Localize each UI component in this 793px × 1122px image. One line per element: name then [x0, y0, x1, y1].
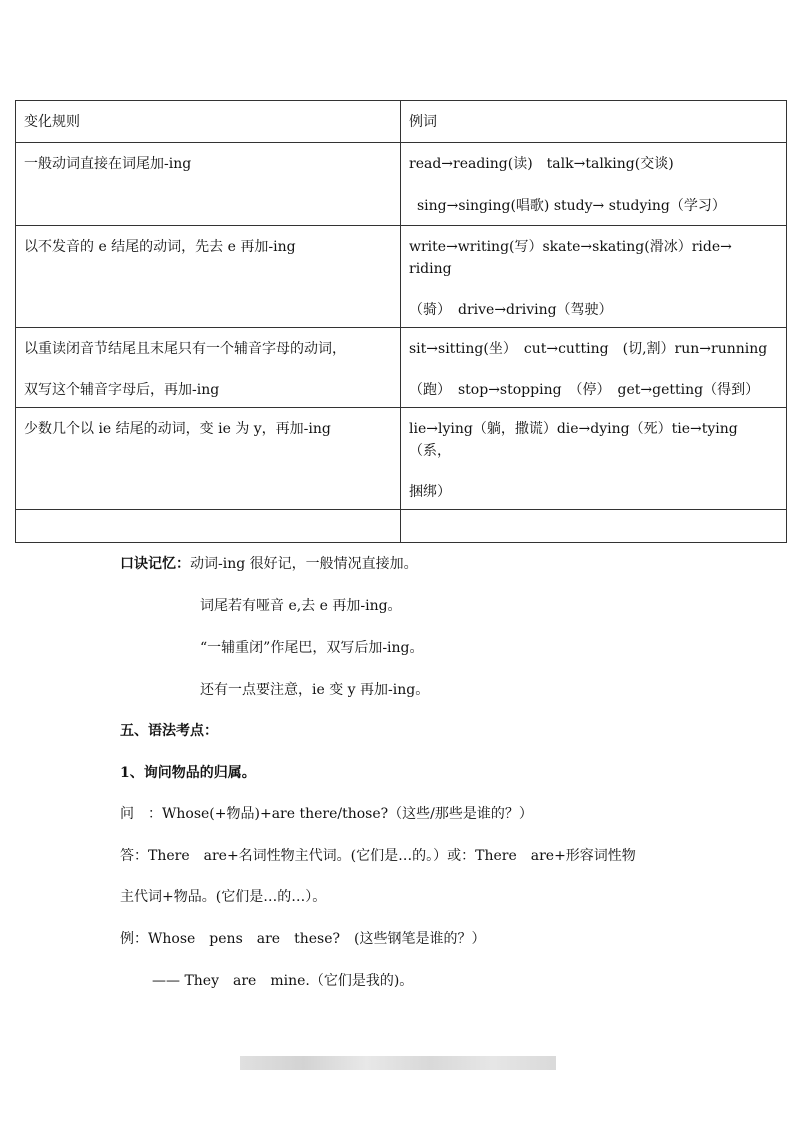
example-line: 例：Whose pens are these? (这些钢笔是谁的？）	[120, 931, 486, 947]
examples-line: （跑） stop→stopping （停） get→getting（得到）	[409, 382, 760, 398]
rule-text: 少数几个以 ie 结尾的动词，变 ie 为 y，再加-ing	[24, 421, 331, 437]
examples-line: （骑） drive→driving（驾驶）	[409, 302, 613, 318]
examples-line: 捆绑）	[409, 484, 451, 500]
examples-line: write→writing(写）skate→skating(滑冰）ride→ riding	[409, 239, 732, 277]
mnemonic-line	[120, 553, 418, 573]
examples-line: sing→singing(唱歌) study→ studying（学习）	[417, 198, 726, 214]
mnemonic-text: 动词-ing 很好记，一般情况直接加。	[190, 556, 418, 572]
mnemonic-line: “一辅重闭”作尾巴，双写后加-ing。	[200, 640, 424, 656]
examples-line: read→reading(读) talk→talking(交谈)	[409, 156, 674, 172]
examples-cell	[401, 226, 787, 328]
mnemonic-line: 词尾若有哑音 e,去 e 再加-ing。	[200, 598, 402, 614]
rule-cell	[16, 226, 401, 328]
example-line: —— They are mine.（它们是我的)。	[152, 973, 414, 989]
rule-text: 以不发音的 e 结尾的动词，先去 e 再加-ing	[24, 239, 296, 255]
header-examples: 例词	[401, 101, 787, 143]
rule-cell	[16, 328, 401, 408]
answer-line: 答：There are+名词性物主代词。(它们是…的。）或：There are+形容词性物	[120, 848, 636, 864]
section-subheading: 1、询问物品的归属。	[120, 765, 256, 781]
question-line: 问 ：Whose(+物品)+are there/those?（这些/那些是谁的？）	[120, 806, 533, 822]
empty-cell	[401, 510, 787, 543]
section-heading: 五、语法考点：	[120, 723, 218, 739]
rule-cell	[16, 143, 401, 226]
mnemonic-label: 口诀记忆：	[120, 556, 190, 572]
table-row	[16, 143, 787, 226]
answer-line: 主代词+物品。(它们是…的…）。	[120, 889, 327, 905]
rule-text: 一般动词直接在词尾加-ing	[24, 156, 192, 172]
rule-text: 双写这个辅音字母后，再加-ing	[24, 382, 220, 398]
empty-cell	[16, 510, 401, 543]
table-row-empty	[16, 510, 787, 543]
examples-cell	[401, 328, 787, 408]
header-rule: 变化规则	[16, 101, 401, 143]
examples-cell	[401, 408, 787, 510]
table-row	[16, 408, 787, 510]
table-row	[16, 226, 787, 328]
mnemonic-line: 还有一点要注意，ie 变 y 再加-ing。	[200, 682, 430, 698]
examples-cell	[401, 143, 787, 226]
blurred-watermark	[240, 1056, 556, 1070]
examples-line: lie→lying（躺，撒谎）die→dying（死）tie→tying（系，	[409, 421, 738, 459]
examples-line: sit→sitting(坐） cut→cutting (切,割）run→running	[409, 341, 768, 357]
rule-text: 以重读闭音节结尾且末尾只有一个辅音字母的动词，	[24, 341, 346, 357]
table-header-row	[16, 101, 787, 143]
table-row	[16, 328, 787, 408]
rule-cell	[16, 408, 401, 510]
ing-rules-table	[15, 100, 787, 543]
